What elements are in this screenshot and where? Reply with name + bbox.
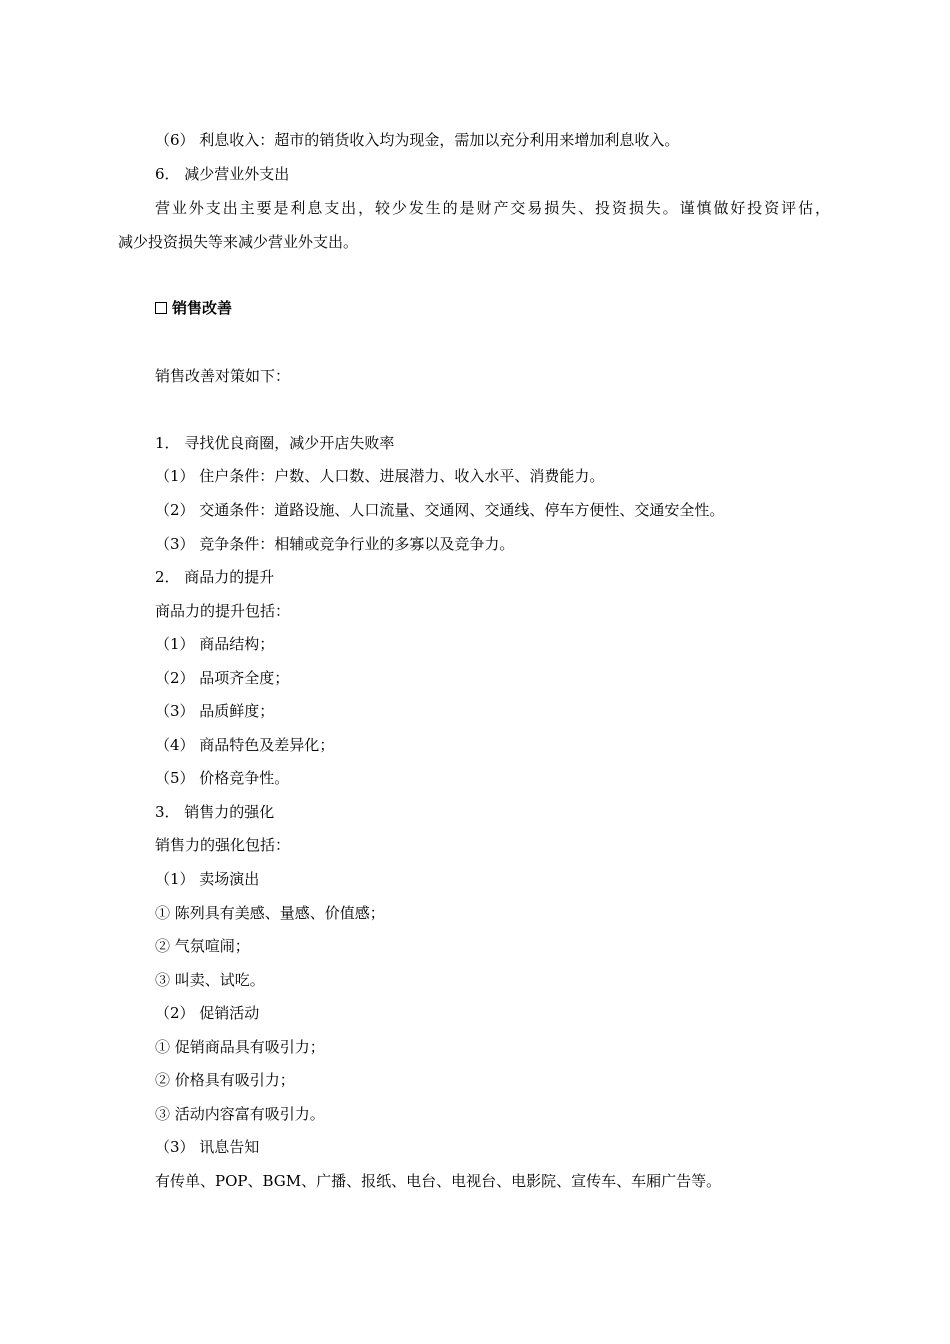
list-item: 1． 寻找优良商圈，减少开店失败率 [155, 434, 395, 452]
list-item: （3） 讯息告知 [155, 1138, 260, 1156]
list-item: ② 气氛喧闹； [155, 937, 250, 955]
paragraph-line-2: 减少投资损失等来减少营业外支出。 [118, 233, 359, 251]
list-item: （5） 价格竞争性。 [155, 769, 290, 787]
list-item: （3） 品质鲜度； [155, 702, 275, 720]
section-title: 销售改善 [172, 299, 233, 317]
list-item: （4） 商品特色及差异化； [155, 736, 335, 754]
list-item: （3） 竞争条件：相辅或竞争行业的多寡以及竞争力。 [155, 535, 515, 553]
list-item: （2） 交通条件：道路设施、人口流量、交通网、交通线、停车方便性、交通安全性。 [155, 501, 725, 519]
section-heading [155, 298, 232, 318]
list-item: （2） 品项齐全度； [155, 669, 290, 687]
list-item: ① 促销商品具有吸引力； [155, 1038, 325, 1056]
list-item: 2． 商品力的提升 [155, 568, 275, 586]
list-item: （1） 卖场演出 [155, 870, 260, 888]
list-item: ② 价格具有吸引力； [155, 1071, 295, 1089]
checkbox-icon [155, 302, 167, 314]
list-item: ③ 叫卖、试吃。 [155, 971, 265, 989]
paragraph-line-1: 营业外支出主要是利息支出，较少发生的是财产交易损失、投资损失。谨慎做好投资评估， [155, 199, 830, 217]
list-item: （1） 住户条件：户数、人口数、进展潜力、收入水平、消费能力。 [155, 467, 605, 485]
list-item: ③ 活动内容富有吸引力。 [155, 1105, 325, 1123]
list-item: 销售力的强化包括： [155, 836, 291, 854]
list-item: 有传单、POP、BGM、广播、报纸、电台、电视台、电影院、宣传车、车厢广告等。 [155, 1172, 722, 1190]
subheading-reduce-nonoperating: 6． 减少营业外支出 [155, 165, 290, 183]
list-item: 商品力的提升包括： [155, 602, 291, 620]
list-item: （2） 促销活动 [155, 1004, 260, 1022]
list-item-interest-income: （6） 利息收入：超市的销货收入均为现金，需加以充分利用来增加利息收入。 [155, 131, 680, 149]
section-intro: 销售改善对策如下： [155, 367, 291, 385]
list-item: ① 陈列具有美感、量感、价值感； [155, 904, 385, 922]
list-item: （1） 商品结构； [155, 635, 275, 653]
list-item: 3． 销售力的强化 [155, 803, 275, 821]
